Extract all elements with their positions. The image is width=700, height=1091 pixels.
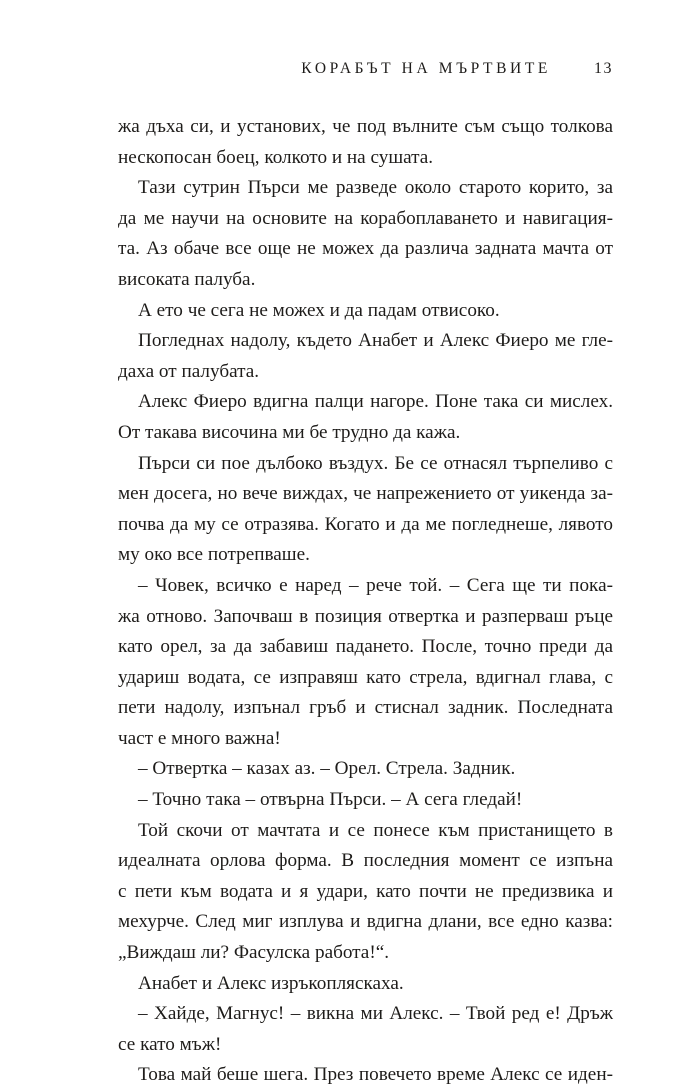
text-line: А ето че сега не можех и да падам отвисоко. [138, 299, 500, 321]
text-line: Погледнах надолу, където Анабет и Алекс Фиеро ме гле- [138, 330, 613, 352]
body-text [118, 112, 613, 1091]
text-line: високата палуба. [118, 268, 256, 290]
text-line: От такава височина ми бе трудно да кажа. [118, 421, 461, 443]
text-line: се като мъж! [118, 1033, 222, 1055]
text-line: мен досега, но вече виждах, че напрежението от уикенда за- [118, 483, 613, 505]
text-line: Анабет и Алекс изръкопляскаха. [138, 972, 404, 994]
text-line: нескопосан боец, колкото и на сушата. [118, 146, 434, 168]
text-line: пети надолу, изпънал гръб и стиснал задник. Последната [118, 697, 613, 719]
text-line: Алекс Фиеро вдигна палци нагоре. Поне така си мислех. [138, 391, 613, 413]
text-line: да ме научи на основите на корабоплаването и навигация- [118, 207, 613, 229]
text-line: като орел, за да забавиш падането. После, точно преди да [118, 636, 613, 658]
text-line: Това май беше шега. През повечето време Алекс се иден- [138, 1064, 613, 1086]
text-line: Тази сутрин Пърси ме разведе около старото корито, за [138, 177, 613, 199]
text-line: част е много важна! [118, 727, 281, 749]
text-line: удариш водата, се изправяш като стрела, вдигнал глава, с [118, 666, 613, 688]
page-number: 13 [594, 60, 613, 77]
running-title: КОРАБЪТ НА МЪРТВИТЕ [301, 60, 551, 77]
text-line: идеалната орлова форма. В последния момент се изпъна [118, 850, 613, 872]
text-line: та. Аз обаче все още не можех да различа задната мачта от [118, 238, 613, 260]
text-line: – Отвертка – казах аз. – Орел. Стрела. Задник. [138, 758, 516, 780]
text-line: мехурче. След миг изплува и вдигна длани, все едно казва: [118, 911, 613, 933]
text-line: Той скочи от мачтата и се понесе към пристанището в [138, 819, 613, 841]
running-header [118, 60, 613, 84]
text-line: „Виждаш ли? Фасулска работа!“. [118, 942, 390, 964]
text-line: Пърси си пое дълбоко въздух. Бе се отнасял търпеливо с [138, 452, 613, 474]
text-line: с пети към водата и я удари, като почти не предизвика и [118, 880, 613, 902]
text-line: му око все потрепваше. [118, 544, 310, 566]
text-line: почва да му се отразява. Когато и да ме погледнеше, лявото [118, 513, 613, 535]
text-line: жа отново. Започваш в позиция отвертка и разперваш ръце [118, 605, 613, 627]
text-line: – Човек, всичко е наред – рече той. – Сега ще ти пока- [138, 574, 613, 596]
text-line: даха от палубата. [118, 360, 260, 382]
text-line: – Точно така – отвърна Пърси. – А сега гледай! [138, 789, 523, 811]
text-line: жа дъха си, и установих, че под вълните съм също толкова [118, 116, 613, 137]
text-line: – Хайде, Магнус! – викна ми Алекс. – Твой ред е! Дръж [138, 1003, 613, 1025]
